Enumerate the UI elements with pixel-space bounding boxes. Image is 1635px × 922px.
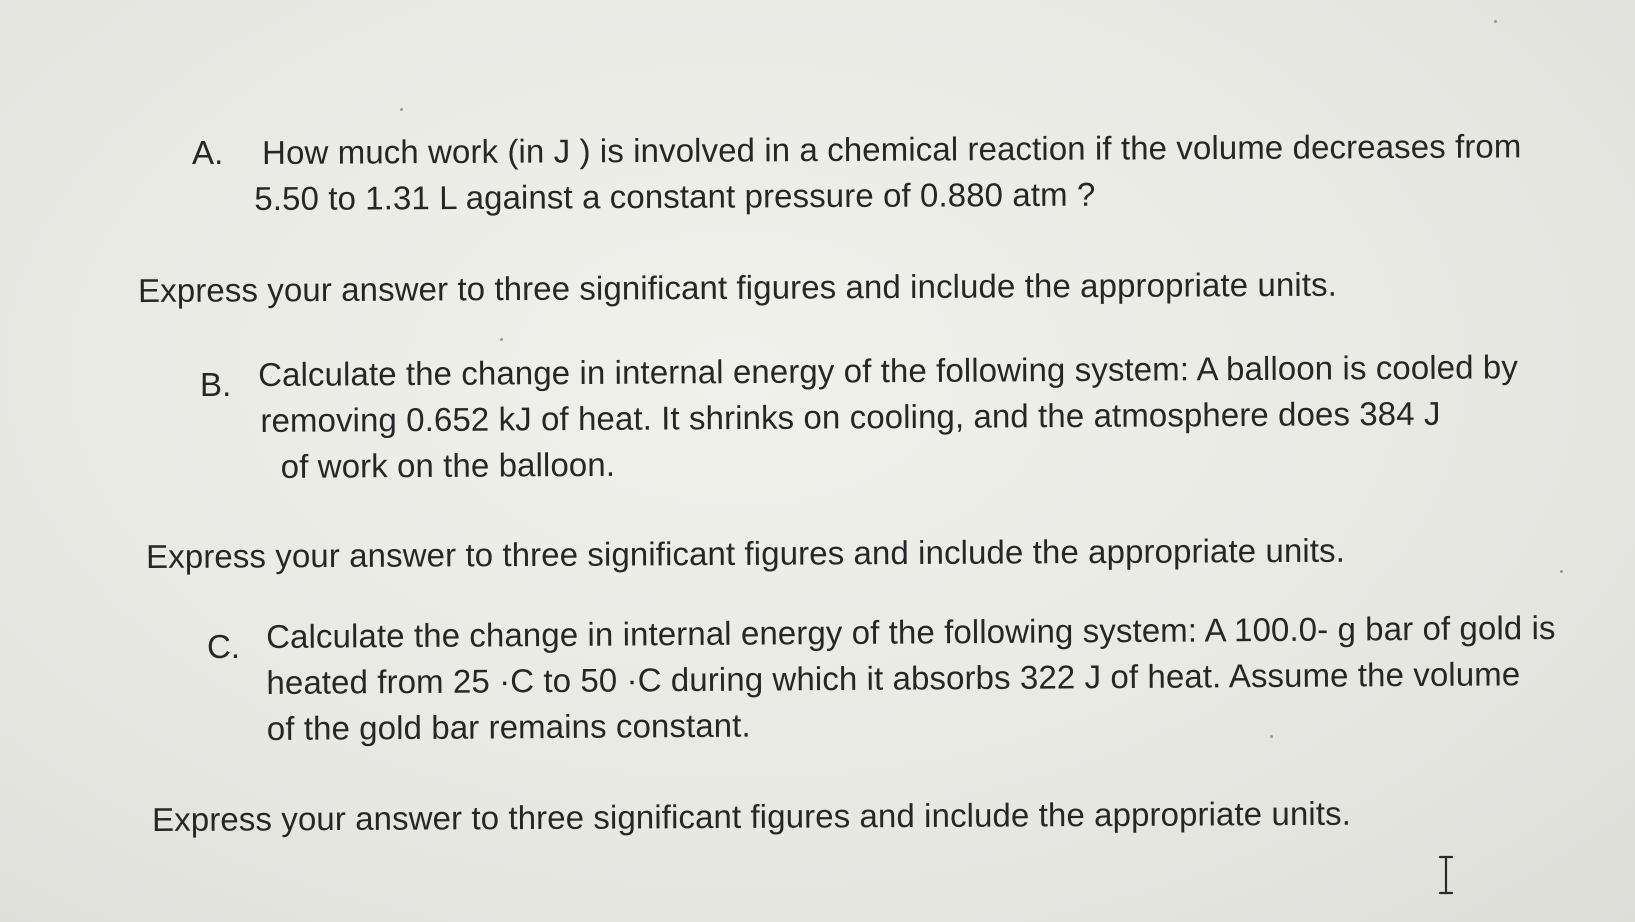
- question-b-line-3: of work on the balloon.: [280, 445, 616, 485]
- question-a-marker: A.: [192, 134, 224, 171]
- question-b-text: [258, 344, 1519, 490]
- paper-speck: [1494, 20, 1497, 23]
- question-b-line-2: removing 0.652 kJ of heat. It shrinks on cooling, and the atmosphere does 384 J: [260, 394, 1441, 439]
- question-a-instruction: Express your answer to three significant figures and include the appropriate units.: [138, 265, 1337, 309]
- question-c-line-3: of the gold bar remains constant.: [266, 706, 751, 747]
- i-beam-cursor-icon: [1438, 855, 1454, 895]
- question-b-marker: B.: [200, 366, 232, 403]
- question-a-line-2: 5.50 to 1.31 L against a constant pressure of 0.880 atm ?: [254, 175, 1096, 218]
- paper-speck: [500, 338, 503, 341]
- question-b-line-1: Calculate the change in internal energy of the following system: A balloon is cooled by: [258, 348, 1519, 393]
- question-a-line-1: How much work (in J ) is involved in a chemical reaction if the volume decreases from: [262, 127, 1522, 171]
- question-c-line-1: Calculate the change in internal energy of the following system: A 100.0- g bar of gold is: [266, 608, 1556, 655]
- question-b-instruction: Express your answer to three significant figures and include the appropriate units.: [146, 531, 1345, 575]
- question-c-line-2: heated from 25 ·C to 50 ·C during which it absorbs 322 J of heat. Assume the volume: [266, 655, 1521, 701]
- question-c-marker: C.: [207, 628, 241, 665]
- paper-speck: [1560, 570, 1563, 573]
- paper-speck: [400, 108, 403, 111]
- paper-speck: [1270, 735, 1273, 738]
- question-c-text: [266, 605, 1556, 752]
- question-a-text: [254, 123, 1522, 222]
- question-c-instruction: Express your answer to three significant figures and include the appropriate units.: [152, 794, 1351, 838]
